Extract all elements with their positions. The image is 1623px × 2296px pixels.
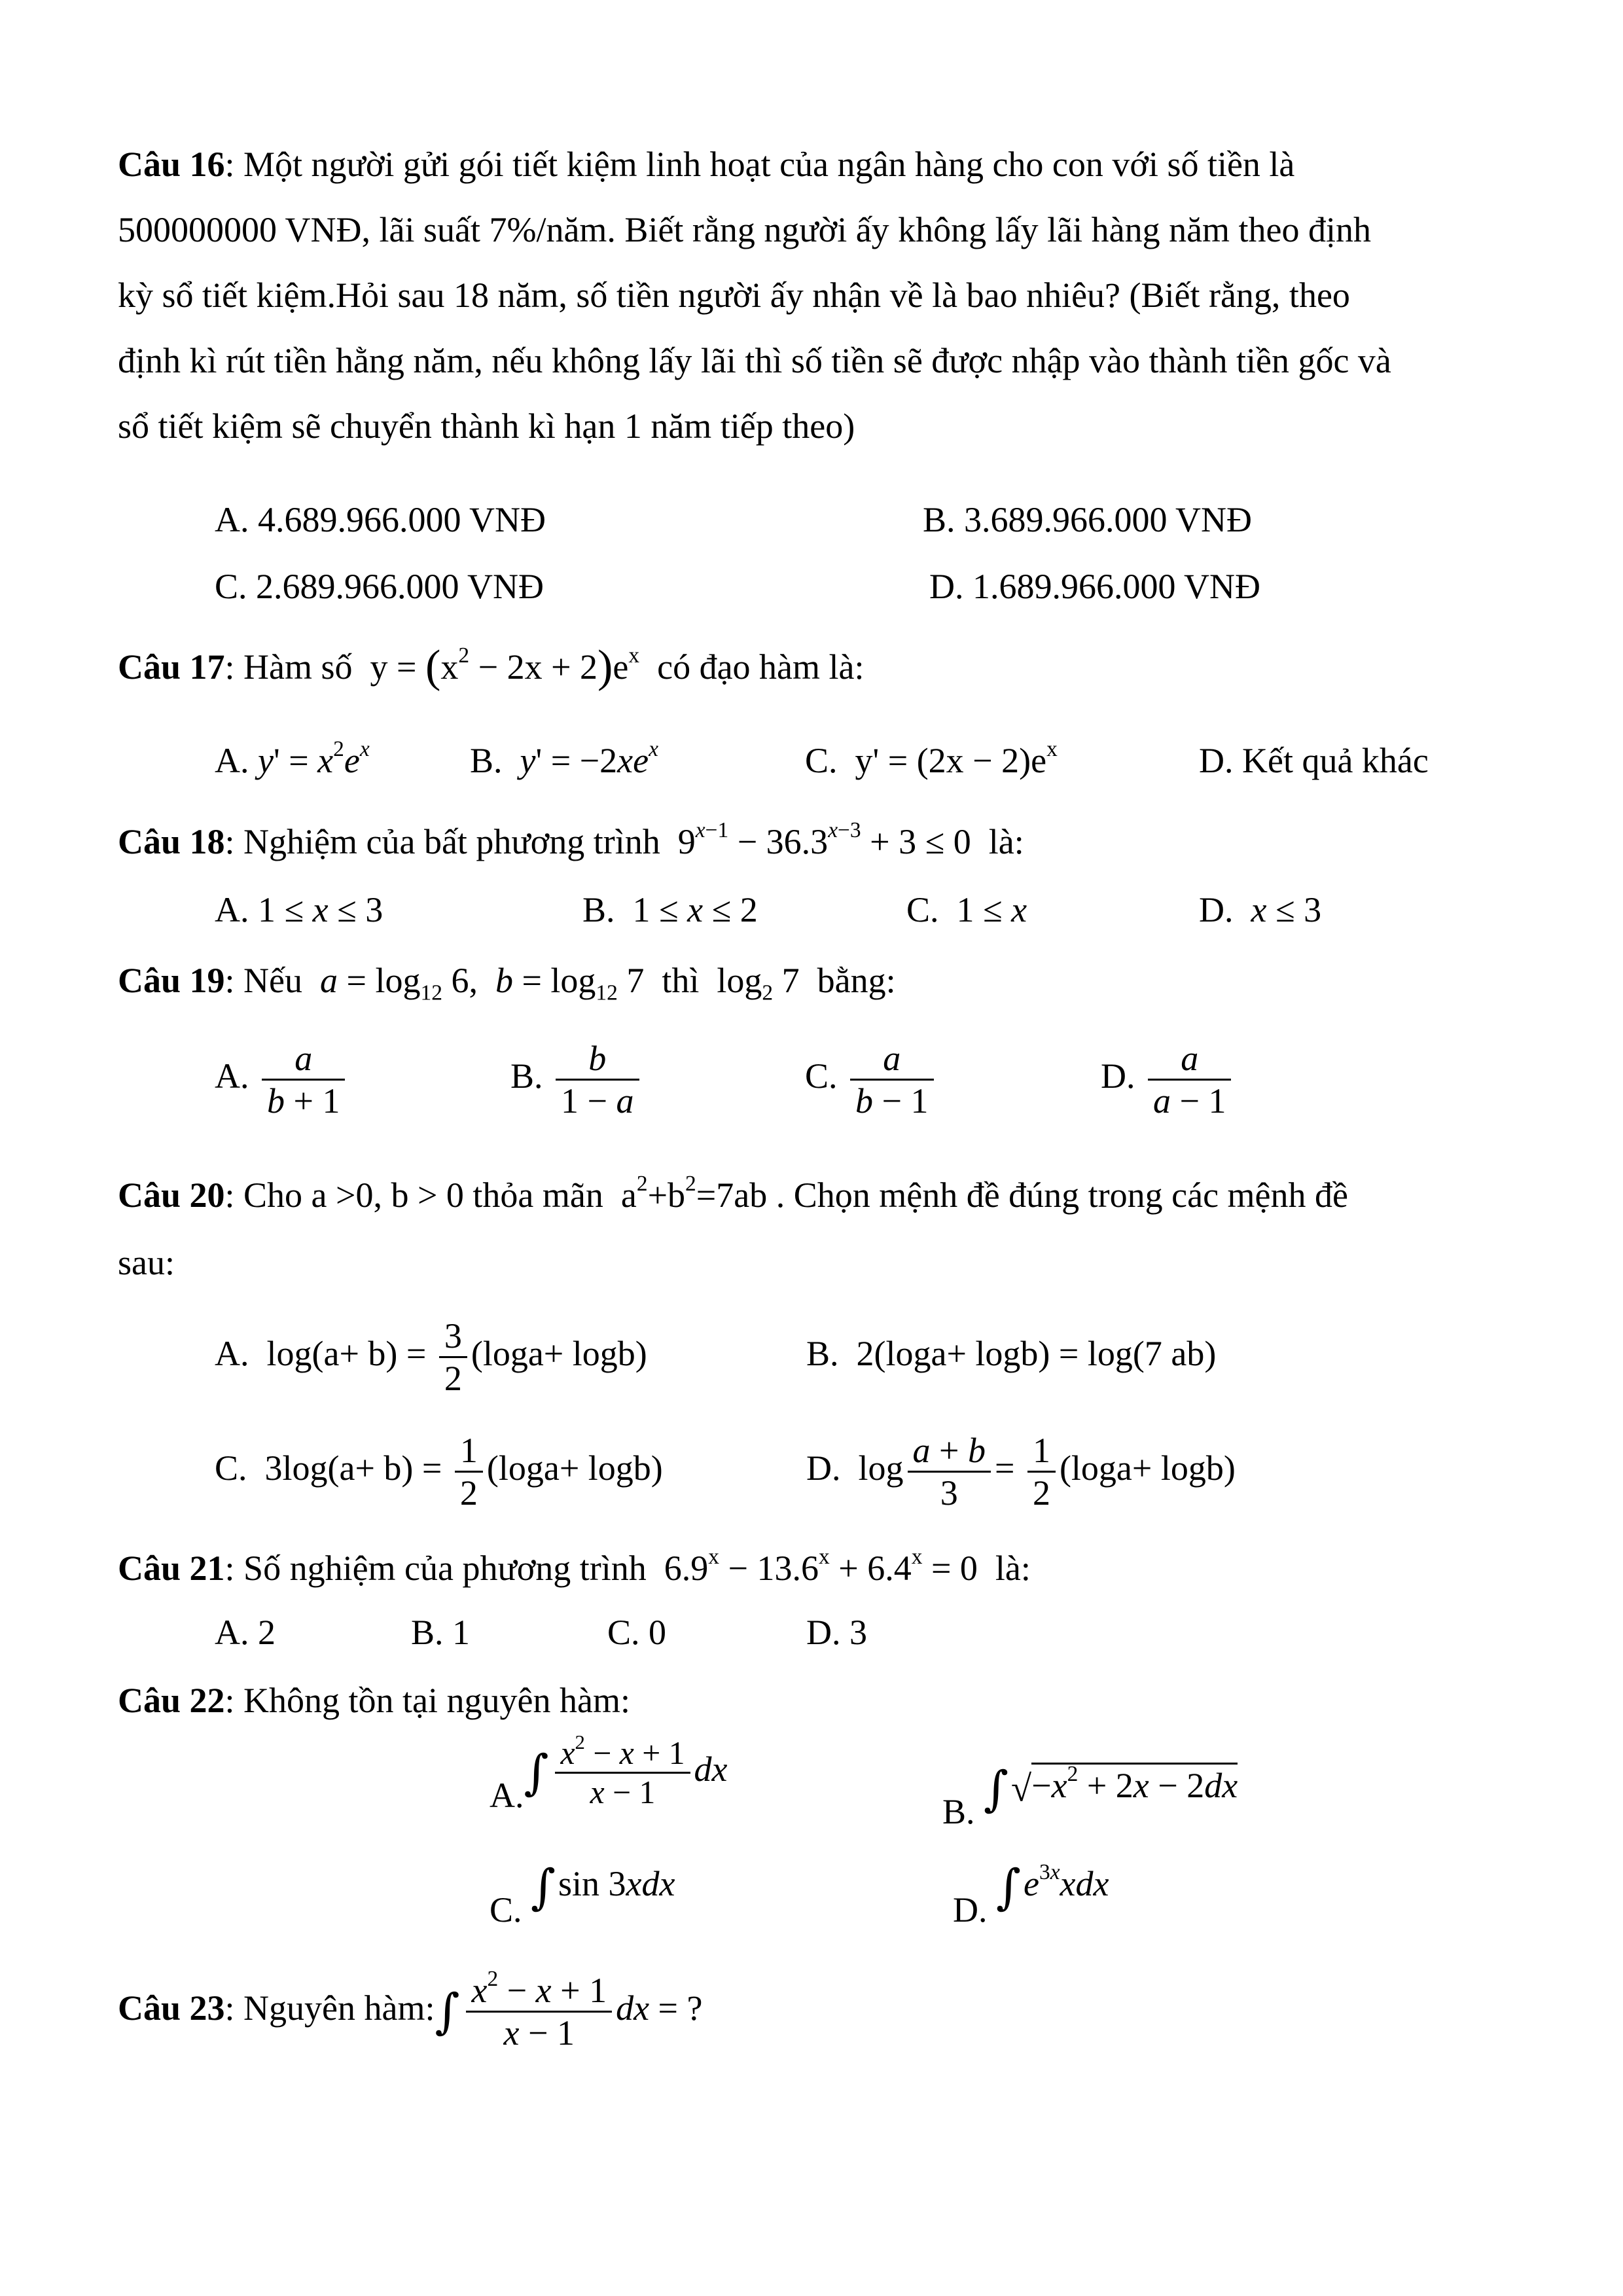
q18-option-c[interactable]: C. 1 ≤ x (906, 890, 1027, 929)
q21-option-c[interactable]: C. 0 (607, 1613, 667, 1652)
q18-stem: Câu 18: Nghiệm của bất phương trình $9^{x-1} - 36.3^{x-3} + 3 \le 0$ là: (118, 817, 1024, 861)
q21-option-a[interactable]: A. 2 (215, 1613, 276, 1652)
q21-option-d[interactable]: D. 3 (806, 1613, 867, 1652)
q16-option-c[interactable]: C. 2.689.966.000 VNĐ (215, 567, 544, 606)
q20-option-b[interactable]: B. 2(loga+ logb) = log(7 ab) (806, 1334, 1217, 1373)
q19-option-d[interactable]: D. $\frac{a}{a - 1}$ (1101, 1038, 1235, 1121)
q16-line-4: định kì rút tiền hằng năm, nếu không lấy lãi thì số tiền sẽ được nhập vào thành tiền gốc và (118, 341, 1391, 380)
q16-line-1 (118, 143, 1294, 186)
q16-option-d[interactable]: D. 1.689.966.000 VNĐ (929, 567, 1261, 606)
q18-option-d[interactable]: D. x ≤ 3 (1199, 890, 1322, 929)
q19-stem: Câu 19: Nếu $a = \log_{12} 6$, $b = \log_{12} 7$ thì $\log_2 7$ bằng: (118, 961, 896, 1005)
q17-option-a[interactable]: A. $y' = x^2e^x$ (215, 736, 370, 780)
q17-label: Câu 17 (118, 647, 225, 687)
q16-line-2: 500000000 VNĐ, lãi suất 7%/năm. Biết rằng người ấy không lấy lãi hàng năm theo định (118, 210, 1372, 249)
q18-option-b[interactable]: B. 1 ≤ x ≤ 2 (582, 890, 758, 929)
q20-label: Câu 20 (118, 1175, 225, 1215)
q21-stem: Câu 21: Số nghiệm của phương trình $6.9^x - 13.6^x + 6.4^x = 0$ là: (118, 1544, 1031, 1588)
q19-option-b[interactable]: B. $\frac{b}{1 - a}$ (510, 1038, 643, 1121)
q17-stem: Câu 17: Hàm số $y = (x^2 - 2x + 2)e^x$ có đạo hàm là: (118, 641, 865, 692)
q23-label: Câu 23 (118, 1988, 225, 2028)
q17-option-b[interactable]: B. $y' = -2xe^x$ (470, 736, 658, 780)
q22-option-d[interactable]: D. $\int e^{3x}xdx$ (953, 1859, 1109, 1930)
q21-option-b[interactable]: B. 1 (411, 1613, 471, 1652)
q19-option-a[interactable]: A. $\frac{a}{b + 1}$ (215, 1038, 349, 1121)
q16-option-a[interactable]: A. 4.689.966.000 VNĐ (215, 500, 546, 539)
q20-stem-2: sau: (118, 1243, 175, 1282)
q20-option-d[interactable]: D. log $\frac{a + b}{3}$ = $\frac{1}{2}$ (loga+ logb) (806, 1431, 1236, 1513)
q23-stem: Câu 23: Nguyên hàm:∫ $\frac{x^2 - x + 1}{x - 1}$ dx = ? (118, 1966, 703, 2053)
q20-option-a[interactable]: A. log(a+ b) = $\frac{3}{2}$ (loga+ logb) (215, 1316, 647, 1399)
q18-inequality: $9^{x-1} - 36.3^{x-3} + 3 \le 0$ (677, 817, 971, 861)
q19-option-c[interactable]: C. $\frac{a}{b - 1}$ (805, 1038, 938, 1121)
q16-line-5: sổ tiết kiệm sẽ chuyển thành kì hạn 1 năm tiếp theo) (118, 406, 855, 446)
q20-option-c[interactable]: C. 3log(a+ b) = $\frac{1}{2}$ (loga+ logb) (215, 1431, 663, 1513)
q16-label: Câu 16 (118, 145, 225, 184)
q19-label: Câu 19 (118, 961, 225, 1000)
q21-label: Câu 21 (118, 1549, 225, 1588)
q22-label: Câu 22 (118, 1681, 225, 1720)
q22-option-c[interactable]: C. ∫sin 3xdx (490, 1859, 675, 1930)
q17-option-d[interactable]: D. Kết quả khác (1199, 741, 1429, 780)
q18-option-a[interactable]: A. 1 ≤ x ≤ 3 (215, 890, 383, 929)
q16-line-3: kỳ sổ tiết kiệm.Hỏi sau 18 năm, số tiền người ấy nhận về là bao nhiêu? (Biết rằng, theo (118, 276, 1350, 315)
q22-option-a[interactable]: A.∫ $\frac{x^2 - x + 1}{x - 1}$ dx (490, 1731, 728, 1816)
q17-option-c[interactable]: C. $y' = (2x - 2)e^x$ (805, 736, 1058, 780)
q20-stem-1: Câu 20: Cho a >0, b > 0 thỏa mãn $a^2+b^2=7ab$ . Chọn mệnh đề đúng trong các mệnh đề (118, 1171, 1348, 1215)
q16-option-b[interactable]: B. 3.689.966.000 VNĐ (923, 500, 1253, 539)
q18-label: Câu 18 (118, 822, 225, 861)
q17-function: $y = (x^2 - 2x + 2)e^x$ (370, 641, 640, 692)
q16-text-1: : Một người gửi gói tiết kiệm linh hoạt của ngân hàng cho con với số tiền là (224, 145, 1295, 184)
q22-stem: Câu 22: Không tồn tại nguyên hàm: (118, 1681, 630, 1720)
q22-option-b[interactable]: B. $\int√-x^2 + 2x - 2dx$ (942, 1761, 1238, 1832)
